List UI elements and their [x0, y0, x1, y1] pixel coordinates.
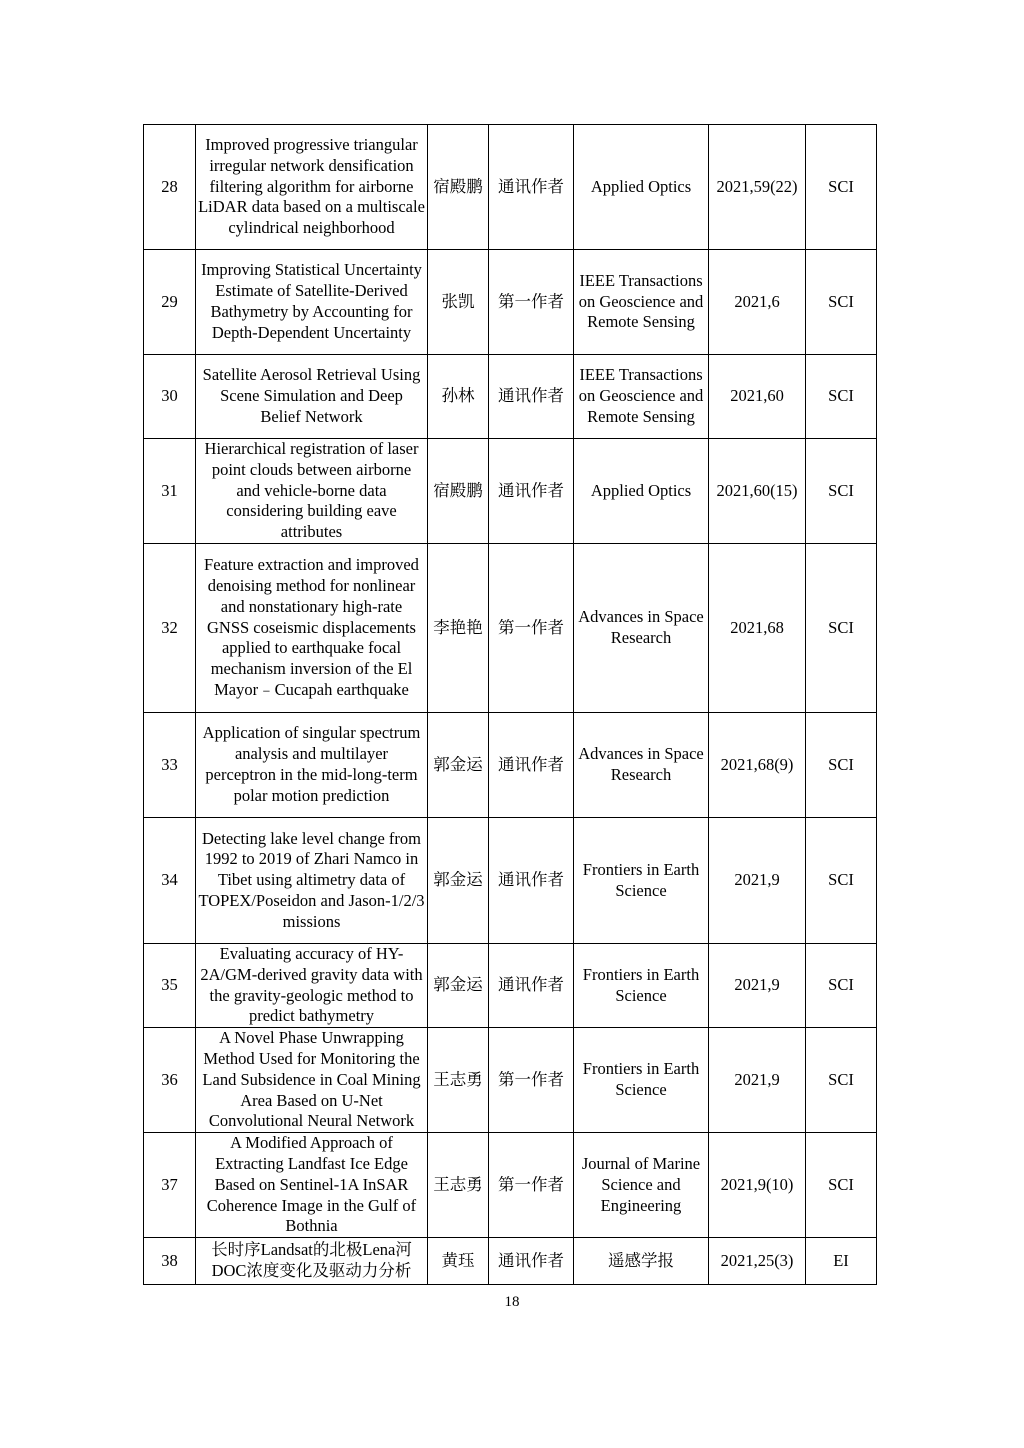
- author-name: 张凯: [428, 250, 489, 355]
- paper-title: Application of singular spectrum analysis and multilayer perceptron in the mid-long-term polar motion prediction: [196, 713, 428, 818]
- index-type: SCI: [806, 1028, 877, 1133]
- index-type: SCI: [806, 355, 877, 439]
- volume-issue: 2021,9: [709, 1028, 806, 1133]
- volume-issue: 2021,9(10): [709, 1133, 806, 1238]
- page-number: 18: [504, 1294, 520, 1310]
- journal-name: Advances in Space Research: [574, 713, 709, 818]
- journal-name: Applied Optics: [574, 125, 709, 250]
- paper-title: Feature extraction and improved denoising method for nonlinear and nonstationary high-rate GNSS coseismic displacements applied to earthquake focal mechanism inversion of the El Mayor﹣Cucapah earthquake: [196, 544, 428, 713]
- author-name: 李艳艳: [428, 544, 489, 713]
- row-number: 29: [144, 250, 196, 355]
- paper-title: 长时序Landsat的北极Lena河DOC浓度变化及驱动力分析: [196, 1238, 428, 1285]
- table-row: [144, 713, 877, 818]
- author-role: 通讯作者: [489, 125, 574, 250]
- table-row: [144, 439, 877, 544]
- journal-name: Frontiers in Earth Science: [574, 1028, 709, 1133]
- author-name: 黄珏: [428, 1238, 489, 1285]
- author-name: 郭金运: [428, 944, 489, 1028]
- index-type: SCI: [806, 250, 877, 355]
- author-role: 通讯作者: [489, 818, 574, 944]
- row-number: 37: [144, 1133, 196, 1238]
- author-role: 通讯作者: [489, 355, 574, 439]
- journal-name: IEEE Transactions on Geoscience and Remote Sensing: [574, 355, 709, 439]
- journal-name: Advances in Space Research: [574, 544, 709, 713]
- table-row: [144, 818, 877, 944]
- paper-title: Evaluating accuracy of HY-2A/GM-derived gravity data with the gravity-geologic method to predict bathymetry: [196, 944, 428, 1028]
- row-number: 38: [144, 1238, 196, 1285]
- volume-issue: 2021,9: [709, 818, 806, 944]
- journal-name: Frontiers in Earth Science: [574, 818, 709, 944]
- index-type: SCI: [806, 544, 877, 713]
- author-role: 第一作者: [489, 250, 574, 355]
- table-row: [144, 355, 877, 439]
- row-number: 31: [144, 439, 196, 544]
- index-type: SCI: [806, 944, 877, 1028]
- author-name: 郭金运: [428, 818, 489, 944]
- author-name: 宿殿鹏: [428, 125, 489, 250]
- table-row: [144, 250, 877, 355]
- volume-issue: 2021,60: [709, 355, 806, 439]
- author-name: 郭金运: [428, 713, 489, 818]
- row-number: 28: [144, 125, 196, 250]
- row-number: 35: [144, 944, 196, 1028]
- row-number: 33: [144, 713, 196, 818]
- journal-name: Applied Optics: [574, 439, 709, 544]
- author-role: 第一作者: [489, 1028, 574, 1133]
- volume-issue: 2021,68: [709, 544, 806, 713]
- index-type: SCI: [806, 125, 877, 250]
- author-role: 第一作者: [489, 544, 574, 713]
- author-role: 通讯作者: [489, 1238, 574, 1285]
- index-type: EI: [806, 1238, 877, 1285]
- author-role: 通讯作者: [489, 439, 574, 544]
- author-name: 王志勇: [428, 1133, 489, 1238]
- paper-title: A Modified Approach of Extracting Landfast Ice Edge Based on Sentinel-1A InSAR Coherence Image in the Gulf of Bothnia: [196, 1133, 428, 1238]
- table-row: [144, 125, 877, 250]
- volume-issue: 2021,25(3): [709, 1238, 806, 1285]
- paper-title: Improved progressive triangular irregular network densification filtering algorithm for airborne LiDAR data based on a multiscale cylindrical neighborhood: [196, 125, 428, 250]
- author-role: 第一作者: [489, 1133, 574, 1238]
- volume-issue: 2021,59(22): [709, 125, 806, 250]
- table-row: [144, 1238, 877, 1285]
- row-number: 32: [144, 544, 196, 713]
- author-name: 孙林: [428, 355, 489, 439]
- journal-name: Frontiers in Earth Science: [574, 944, 709, 1028]
- author-name: 宿殿鹏: [428, 439, 489, 544]
- volume-issue: 2021,9: [709, 944, 806, 1028]
- paper-title: Hierarchical registration of laser point clouds between airborne and vehicle-borne data considering building eave attributes: [196, 439, 428, 544]
- index-type: SCI: [806, 439, 877, 544]
- table-row: [144, 544, 877, 713]
- paper-title: A Novel Phase Unwrapping Method Used for Monitoring the Land Subsidence in Coal Mining Area Based on U-Net Convolutional Neural Network: [196, 1028, 428, 1133]
- publications-table: [143, 124, 877, 1285]
- paper-title: Detecting lake level change from 1992 to 2019 of Zhari Namco in Tibet using altimetry data of TOPEX/Poseidon and Jason-1/2/3 missions: [196, 818, 428, 944]
- author-name: 王志勇: [428, 1028, 489, 1133]
- author-role: 通讯作者: [489, 944, 574, 1028]
- volume-issue: 2021,68(9): [709, 713, 806, 818]
- journal-name: IEEE Transactions on Geoscience and Remote Sensing: [574, 250, 709, 355]
- row-number: 36: [144, 1028, 196, 1133]
- row-number: 30: [144, 355, 196, 439]
- volume-issue: 2021,60(15): [709, 439, 806, 544]
- paper-title: Improving Statistical Uncertainty Estimate of Satellite-Derived Bathymetry by Accounting for Depth-Dependent Uncertainty: [196, 250, 428, 355]
- journal-name: 遥感学报: [574, 1238, 709, 1285]
- table-row: [144, 1028, 877, 1133]
- table-row: [144, 1133, 877, 1238]
- index-type: SCI: [806, 818, 877, 944]
- paper-title: Satellite Aerosol Retrieval Using Scene Simulation and Deep Belief Network: [196, 355, 428, 439]
- index-type: SCI: [806, 1133, 877, 1238]
- volume-issue: 2021,6: [709, 250, 806, 355]
- row-number: 34: [144, 818, 196, 944]
- index-type: SCI: [806, 713, 877, 818]
- journal-name: Journal of Marine Science and Engineering: [574, 1133, 709, 1238]
- table-row: [144, 944, 877, 1028]
- author-role: 通讯作者: [489, 713, 574, 818]
